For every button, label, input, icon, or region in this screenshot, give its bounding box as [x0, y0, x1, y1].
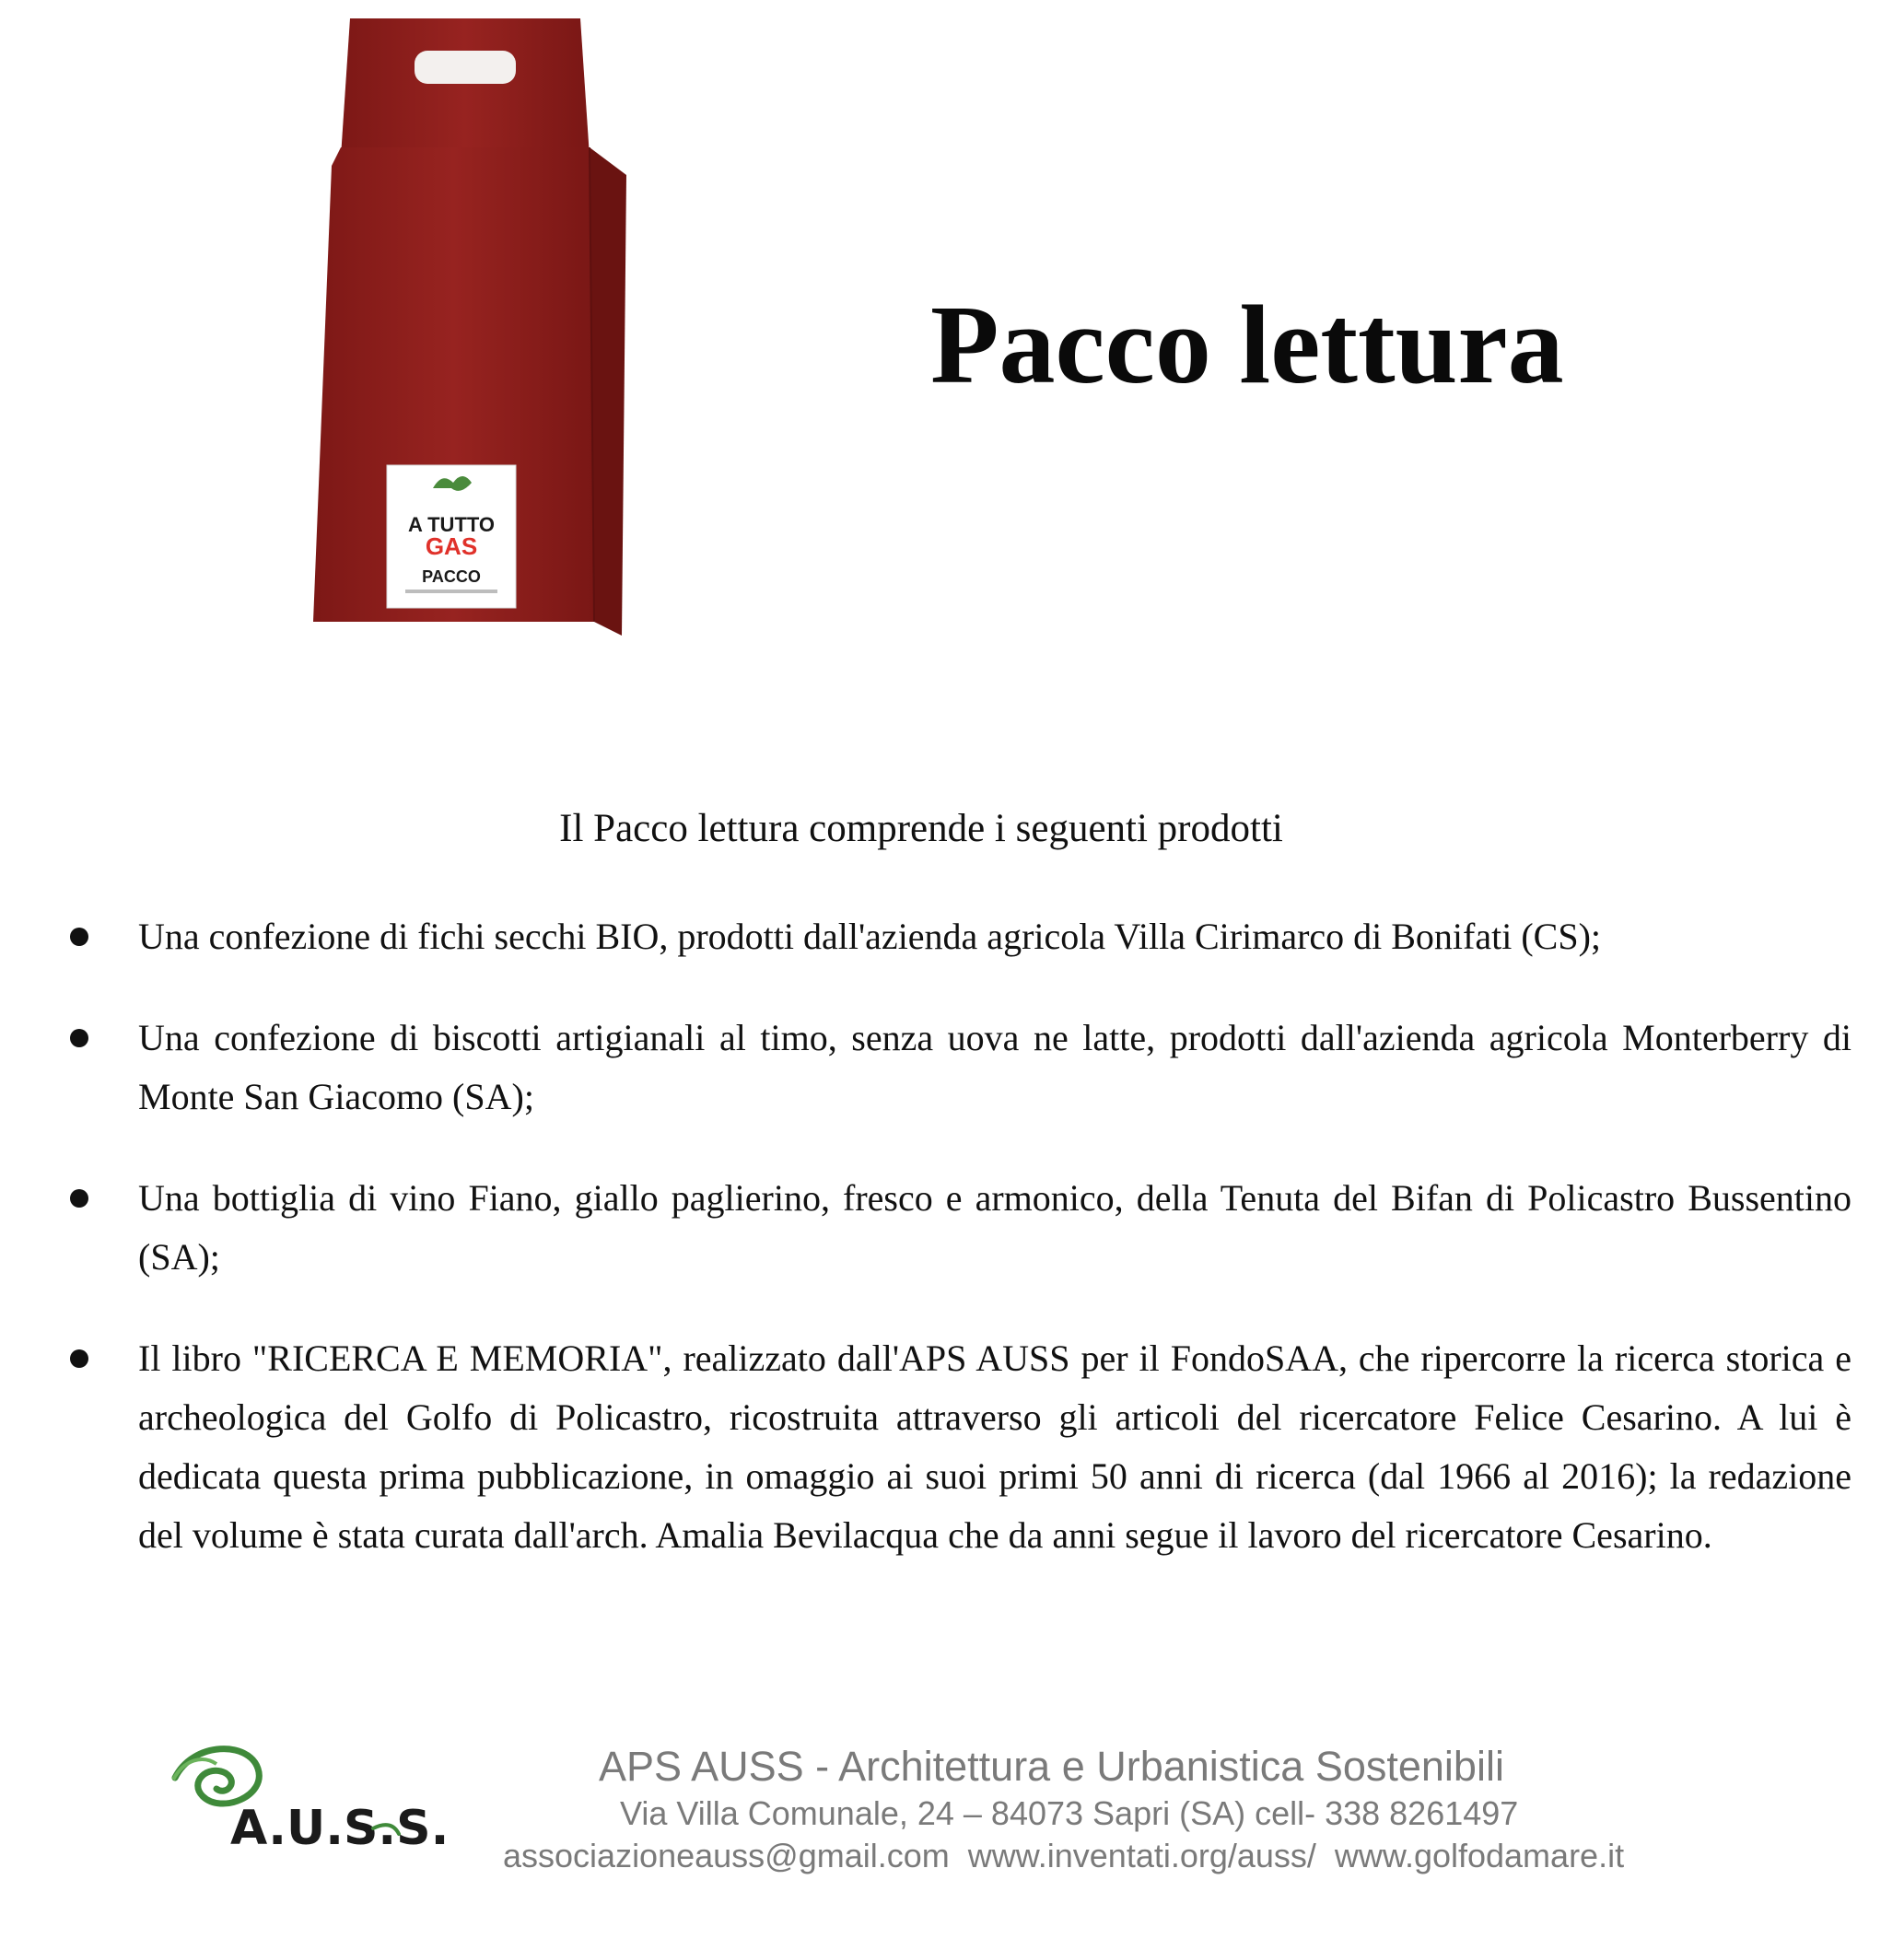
page-title: Pacco lettura [930, 283, 1564, 407]
bag-label-line-2: GAS [425, 532, 478, 560]
auss-logo [166, 1741, 450, 1861]
bag-label-line-1: A TUTTO [407, 513, 496, 536]
products-list [64, 907, 1851, 1607]
footer-org-name: APS AUSS - Architettura e Urbanistica Sostenibili [599, 1743, 1504, 1790]
list-item-text: Una confezione di fichi secchi BIO, prodotti dall'azienda agricola Villa Cirimarco di Bonifati (CS); [138, 916, 1602, 957]
bag-label-line-3: PACCO [422, 567, 481, 586]
list-item [64, 1009, 1851, 1127]
list-item-text: Il libro "RICERCA E MEMORIA", realizzato dall'APS AUSS per il FondoSAA, che ripercorre la ricerca storica e archeologica del Golfo di Policastro, ricostruita attraverso gli articoli del ricercatore Felice Cesarino. A lui è dedicata questa prima pubblicazione, in omaggio ai suoi primi 50 anni di ricerca (dal 1966 al 2016); la redazione del volume è stata curata dall'arch. Amalia Bevilacqua che da anni segue il lavoro del ricercatore Cesarino. [138, 1337, 1851, 1556]
list-item [64, 907, 1851, 966]
bullet-icon [70, 1349, 88, 1368]
list-item [64, 1169, 1851, 1287]
logo-text: A.U.S.S. [230, 1801, 450, 1856]
list-item-text: Una confezione di biscotti artigianali al timo, senza uova ne latte, prodotti dall'azienda agricola Monterberry di Monte San Giacomo (SA); [138, 1017, 1851, 1117]
bullet-icon [70, 928, 88, 946]
bullet-icon [70, 1189, 88, 1208]
intro-text: Il Pacco lettura comprende i seguenti prodotti [559, 807, 1283, 850]
list-item [64, 1329, 1851, 1565]
list-item-text: Una bottiglia di vino Fiano, giallo paglierino, fresco e armonico, della Tenuta del Bifan di Policastro Bussentino (SA); [138, 1177, 1851, 1278]
bullet-icon [70, 1029, 88, 1047]
footer-address: Via Villa Comunale, 24 – 84073 Sapri (SA) cell- 338 8261497 [620, 1794, 1519, 1832]
footer-contacts: associazioneauss@gmail.com www.inventati.org/auss/ www.golfodamare.it [503, 1837, 1625, 1874]
gift-bag-image [313, 9, 636, 654]
